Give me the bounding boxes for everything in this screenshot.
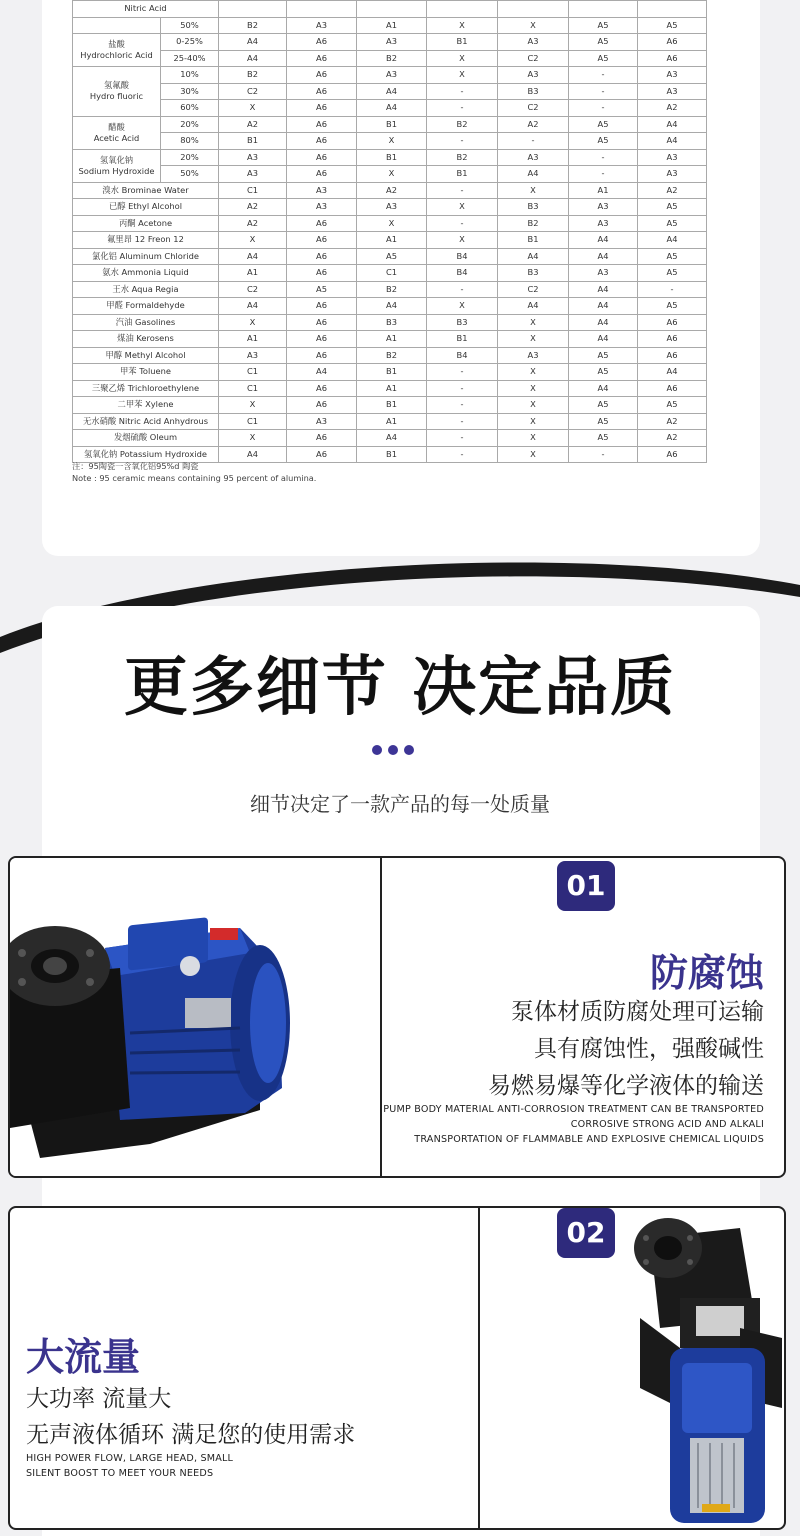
rating-cell: B1: [357, 149, 427, 166]
rating-cell: [638, 1, 707, 18]
table-row: [73, 232, 707, 249]
rating-cell: A4: [638, 232, 707, 249]
rating-cell: X: [219, 232, 287, 249]
rating-cell: X: [357, 166, 427, 183]
section-subline: 细节决定了一款产品的每一处质量: [250, 792, 550, 816]
rating-cell: C2: [219, 83, 287, 100]
rating-cell: A6: [638, 331, 707, 348]
feature1-title: 防腐蚀: [649, 951, 764, 995]
rating-cell: A6: [638, 380, 707, 397]
rating-cell: -: [427, 364, 498, 381]
section-headline: 更多细节 决定品质: [123, 651, 677, 725]
rating-cell: A5: [569, 430, 638, 447]
rating-cell: B4: [427, 265, 498, 282]
rating-cell: A6: [287, 50, 357, 67]
table-row: [73, 50, 707, 67]
chemical-name-cell: 无水硝酸 Nitric Acid Anhydrous: [73, 413, 219, 430]
rating-cell: X: [498, 380, 569, 397]
feature1-badge: 01: [557, 861, 615, 911]
rating-cell: B2: [427, 149, 498, 166]
feature2-en-line: HIGH POWER FLOW, LARGE HEAD, SMALL: [26, 1453, 234, 1464]
rating-cell: B3: [498, 199, 569, 216]
rating-cell: A4: [357, 100, 427, 117]
rating-cell: B3: [498, 83, 569, 100]
rating-cell: B1: [427, 166, 498, 183]
rating-cell: A6: [287, 83, 357, 100]
chemical-name-cell: Nitric Acid: [73, 1, 219, 18]
rating-cell: A6: [287, 34, 357, 51]
rating-cell: -: [569, 100, 638, 117]
rating-cell: [219, 1, 287, 18]
rating-cell: C1: [219, 413, 287, 430]
rating-cell: A4: [638, 364, 707, 381]
rating-cell: A4: [498, 298, 569, 315]
concentration-cell: 50%: [161, 166, 219, 183]
chemical-name-cell: 甲醛 Formaldehyde: [73, 298, 219, 315]
table-note-en: Note : 95 ceramic means containing 95 percent of alumina.: [72, 473, 317, 483]
rating-cell: -: [569, 149, 638, 166]
rating-cell: A5: [569, 347, 638, 364]
rating-cell: A6: [287, 430, 357, 447]
rating-cell: B1: [357, 446, 427, 463]
rating-cell: B4: [427, 248, 498, 265]
rating-cell: C2: [219, 281, 287, 298]
rating-cell: C2: [498, 281, 569, 298]
rating-cell: X: [498, 314, 569, 331]
rating-cell: B1: [357, 364, 427, 381]
rating-cell: A6: [287, 298, 357, 315]
feature2-en-line: SILENT BOOST TO MEET YOUR NEEDS: [26, 1468, 214, 1479]
rating-cell: A6: [287, 265, 357, 282]
rating-cell: A6: [287, 116, 357, 133]
table-row: [73, 133, 707, 150]
chemical-name-cell: 已醇 Ethyl Alcohol: [73, 199, 219, 216]
table-row: [73, 248, 707, 265]
table-row: [73, 265, 707, 282]
rating-cell: A5: [638, 298, 707, 315]
table-row: [73, 100, 707, 117]
rating-cell: A4: [498, 248, 569, 265]
rating-cell: B2: [357, 281, 427, 298]
concentration-cell: 30%: [161, 83, 219, 100]
rating-cell: A5: [287, 281, 357, 298]
rating-cell: A4: [569, 248, 638, 265]
rating-cell: A5: [357, 248, 427, 265]
chemical-name-cell: 二甲苯 Xylene: [73, 397, 219, 414]
table-row: [73, 83, 707, 100]
rating-cell: A4: [357, 83, 427, 100]
rating-cell: A3: [638, 149, 707, 166]
rating-cell: A6: [287, 100, 357, 117]
feature-anti-corrosion: [8, 856, 786, 1178]
rating-cell: A4: [287, 364, 357, 381]
pump-vertical-image: [620, 1208, 786, 1530]
rating-cell: A4: [569, 380, 638, 397]
rating-cell: A5: [569, 17, 638, 34]
chemical-name-cell: 溴水 Brominae Water: [73, 182, 219, 199]
rating-cell: A2: [638, 413, 707, 430]
rating-cell: [498, 1, 569, 18]
rating-cell: A4: [569, 281, 638, 298]
rating-cell: A6: [638, 314, 707, 331]
table-row: [73, 364, 707, 381]
chemical-name-cell: 氢氧化钠 Sodium Hydroxide: [73, 149, 161, 182]
rating-cell: A6: [287, 331, 357, 348]
rating-cell: C1: [357, 265, 427, 282]
rating-cell: A5: [638, 17, 707, 34]
rating-cell: A5: [569, 116, 638, 133]
rating-cell: A2: [638, 430, 707, 447]
chemical-name-cell: 丙酮 Acetone: [73, 215, 219, 232]
rating-cell: B3: [498, 265, 569, 282]
rating-cell: A6: [287, 380, 357, 397]
rating-cell: C2: [498, 50, 569, 67]
concentration-cell: 0-25%: [161, 34, 219, 51]
feature2-title: 大流量: [26, 1335, 141, 1379]
chemical-name-cell: 王水 Aqua Regia: [73, 281, 219, 298]
table-row: [73, 331, 707, 348]
chemical-name-cell: 氯化铝 Aluminum Chloride: [73, 248, 219, 265]
rating-cell: A1: [219, 331, 287, 348]
table-row: [73, 298, 707, 315]
rating-cell: A6: [287, 215, 357, 232]
rating-cell: B1: [357, 116, 427, 133]
rating-cell: A2: [638, 100, 707, 117]
rating-cell: A6: [638, 446, 707, 463]
chemical-name-cell: 发烟硫酸 Oleum: [73, 430, 219, 447]
decorative-dots: [372, 745, 414, 755]
rating-cell: B4: [427, 347, 498, 364]
rating-cell: [287, 1, 357, 18]
table-note: [72, 460, 316, 484]
rating-cell: A1: [357, 413, 427, 430]
table-row: [73, 347, 707, 364]
rating-cell: A1: [357, 331, 427, 348]
rating-cell: -: [569, 67, 638, 84]
rating-cell: A4: [569, 298, 638, 315]
chemical-table-wrap: [72, 0, 706, 463]
rating-cell: A4: [638, 133, 707, 150]
table-row: [73, 149, 707, 166]
concentration-cell: 25-40%: [161, 50, 219, 67]
rating-cell: A3: [638, 166, 707, 183]
rating-cell: A5: [638, 397, 707, 414]
rating-cell: A4: [569, 331, 638, 348]
rating-cell: A3: [569, 215, 638, 232]
rating-cell: A1: [357, 17, 427, 34]
concentration-cell: 80%: [161, 133, 219, 150]
rating-cell: A4: [219, 298, 287, 315]
rating-cell: B1: [427, 331, 498, 348]
rating-cell: A3: [638, 67, 707, 84]
chemical-name-cell: 甲苯 Toluene: [73, 364, 219, 381]
rating-cell: B2: [219, 17, 287, 34]
table-note-cn: 注：95陶瓷一含氧化铝95%d 陶瓷: [72, 461, 199, 471]
rating-cell: A3: [498, 34, 569, 51]
rating-cell: A3: [569, 199, 638, 216]
rating-cell: [357, 1, 427, 18]
chemical-name-cell: 盐酸 Hydrochloric Acid: [73, 34, 161, 67]
rating-cell: A3: [287, 199, 357, 216]
rating-cell: B2: [357, 347, 427, 364]
feature1-en-line: PUMP BODY MATERIAL ANTI-CORROSION TREATMENT CAN BE TRANSPORTED: [383, 1104, 764, 1115]
concentration-cell: 10%: [161, 67, 219, 84]
chemical-name-cell: 氟里昂 12 Freon 12: [73, 232, 219, 249]
table-row: [73, 182, 707, 199]
rating-cell: A3: [638, 83, 707, 100]
rating-cell: X: [219, 397, 287, 414]
rating-cell: A4: [569, 232, 638, 249]
rating-cell: -: [569, 446, 638, 463]
rating-cell: B1: [357, 397, 427, 414]
table-row: [73, 430, 707, 447]
rating-cell: A6: [287, 166, 357, 183]
table-row: [73, 17, 707, 34]
rating-cell: X: [427, 199, 498, 216]
rating-cell: A3: [357, 34, 427, 51]
chemical-name-cell: 醋酸 Acetic Acid: [73, 116, 161, 149]
table-row: [73, 67, 707, 84]
rating-cell: A5: [569, 413, 638, 430]
rating-cell: A6: [287, 314, 357, 331]
rating-cell: A2: [357, 182, 427, 199]
rating-cell: A3: [219, 149, 287, 166]
chemical-name-cell: 氢氟酸 Hydro fluoric: [73, 67, 161, 117]
rating-cell: A5: [569, 34, 638, 51]
rating-cell: -: [427, 446, 498, 463]
rating-cell: A3: [498, 149, 569, 166]
table-row: [73, 380, 707, 397]
rating-cell: -: [427, 182, 498, 199]
rating-cell: A6: [638, 34, 707, 51]
rating-cell: X: [357, 215, 427, 232]
rating-cell: A6: [638, 50, 707, 67]
rating-cell: A4: [219, 34, 287, 51]
chemical-name-cell: 氢氧化钠 Potassium Hydroxide: [73, 446, 219, 463]
rating-cell: A4: [219, 446, 287, 463]
table-row: [73, 116, 707, 133]
rating-cell: A6: [287, 347, 357, 364]
rating-cell: A6: [287, 446, 357, 463]
rating-cell: X: [427, 298, 498, 315]
rating-cell: X: [427, 67, 498, 84]
rating-cell: B2: [219, 67, 287, 84]
rating-cell: A3: [287, 17, 357, 34]
rating-cell: A2: [219, 116, 287, 133]
rating-cell: -: [427, 215, 498, 232]
table-row: [73, 215, 707, 232]
rating-cell: A2: [219, 199, 287, 216]
rating-cell: A4: [569, 314, 638, 331]
rating-cell: A6: [287, 149, 357, 166]
rating-cell: X: [498, 397, 569, 414]
rating-cell: B3: [427, 314, 498, 331]
feature1-en-line: TRANSPORTATION OF FLAMMABLE AND EXPLOSIVE CHEMICAL LIQUIDS: [414, 1134, 764, 1145]
chemical-name-cell: [73, 17, 161, 34]
rating-cell: X: [219, 314, 287, 331]
rating-cell: A1: [357, 380, 427, 397]
concentration-cell: 60%: [161, 100, 219, 117]
rating-cell: A5: [569, 133, 638, 150]
concentration-cell: 20%: [161, 116, 219, 133]
rating-cell: A6: [638, 347, 707, 364]
rating-cell: B2: [498, 215, 569, 232]
rating-cell: A2: [219, 215, 287, 232]
rating-cell: X: [498, 413, 569, 430]
rating-cell: C1: [219, 364, 287, 381]
table-row: [73, 34, 707, 51]
table-row: [73, 166, 707, 183]
table-row: [73, 314, 707, 331]
rating-cell: X: [219, 100, 287, 117]
chemical-name-cell: 汽油 Gasolines: [73, 314, 219, 331]
feature1-cn-line: 易燃易爆等化学液体的输送: [488, 1073, 764, 1099]
rating-cell: -: [569, 166, 638, 183]
rating-cell: X: [498, 331, 569, 348]
rating-cell: A6: [287, 248, 357, 265]
rating-cell: A5: [638, 199, 707, 216]
rating-cell: A4: [357, 430, 427, 447]
rating-cell: A5: [569, 397, 638, 414]
rating-cell: A6: [287, 232, 357, 249]
rating-cell: A3: [357, 199, 427, 216]
table-row: [73, 397, 707, 414]
rating-cell: A3: [219, 347, 287, 364]
rating-cell: A3: [219, 166, 287, 183]
rating-cell: B3: [357, 314, 427, 331]
rating-cell: A1: [357, 232, 427, 249]
rating-cell: X: [498, 364, 569, 381]
feature1-cn-line: 泵体材质防腐处理可运输: [511, 999, 764, 1025]
chemical-name-cell: 氨水 Ammonia Liquid: [73, 265, 219, 282]
rating-cell: B1: [427, 34, 498, 51]
feature2-cn-line: 大功率 流量大: [26, 1386, 172, 1412]
feature-large-flow: [8, 1206, 786, 1530]
rating-cell: X: [498, 17, 569, 34]
rating-cell: -: [427, 281, 498, 298]
rating-cell: A4: [357, 298, 427, 315]
rating-cell: A4: [219, 50, 287, 67]
feature2-divider: [478, 1208, 480, 1528]
concentration-cell: 20%: [161, 149, 219, 166]
feature2-cn-line: 无声液体循环 满足您的使用需求: [26, 1422, 356, 1448]
rating-cell: B1: [219, 133, 287, 150]
rating-cell: A1: [569, 182, 638, 199]
rating-cell: -: [427, 430, 498, 447]
rating-cell: X: [427, 50, 498, 67]
rating-cell: A5: [638, 248, 707, 265]
feature1-cn-line: 具有腐蚀性，强酸碱性: [534, 1036, 764, 1062]
rating-cell: -: [498, 133, 569, 150]
rating-cell: -: [427, 100, 498, 117]
rating-cell: A2: [498, 116, 569, 133]
rating-cell: A3: [498, 67, 569, 84]
rating-cell: A3: [357, 67, 427, 84]
rating-cell: A4: [498, 166, 569, 183]
rating-cell: -: [638, 281, 707, 298]
rating-cell: A3: [498, 347, 569, 364]
rating-cell: A5: [638, 215, 707, 232]
chemical-name-cell: 甲醇 Methyl Alcohol: [73, 347, 219, 364]
rating-cell: -: [569, 83, 638, 100]
rating-cell: X: [219, 430, 287, 447]
rating-cell: -: [427, 413, 498, 430]
rating-cell: A4: [219, 248, 287, 265]
table-row: [73, 1, 707, 18]
feature2-badge: 02: [557, 1208, 615, 1258]
rating-cell: -: [427, 380, 498, 397]
rating-cell: A4: [638, 116, 707, 133]
feature1-divider: [380, 858, 382, 1176]
rating-cell: [427, 1, 498, 18]
table-row: [73, 281, 707, 298]
rating-cell: A6: [287, 397, 357, 414]
rating-cell: C2: [498, 100, 569, 117]
chemical-name-cell: 煤油 Kerosens: [73, 331, 219, 348]
rating-cell: -: [427, 397, 498, 414]
rating-cell: B1: [498, 232, 569, 249]
rating-cell: B2: [427, 116, 498, 133]
chemical-compatibility-table: [72, 0, 707, 463]
concentration-cell: 50%: [161, 17, 219, 34]
rating-cell: B2: [357, 50, 427, 67]
rating-cell: A5: [569, 364, 638, 381]
pump-horizontal-image: [10, 858, 382, 1176]
rating-cell: C1: [219, 380, 287, 397]
rating-cell: X: [498, 446, 569, 463]
rating-cell: A6: [287, 67, 357, 84]
rating-cell: X: [427, 17, 498, 34]
rating-cell: A1: [219, 265, 287, 282]
rating-cell: -: [427, 83, 498, 100]
rating-cell: -: [427, 133, 498, 150]
rating-cell: [569, 1, 638, 18]
table-row: [73, 413, 707, 430]
rating-cell: A3: [287, 182, 357, 199]
rating-cell: X: [427, 232, 498, 249]
chemical-name-cell: 三聚乙烯 Trichloroethylene: [73, 380, 219, 397]
rating-cell: C1: [219, 182, 287, 199]
rating-cell: A5: [569, 50, 638, 67]
rating-cell: X: [357, 133, 427, 150]
rating-cell: X: [498, 182, 569, 199]
rating-cell: A3: [569, 265, 638, 282]
rating-cell: A5: [638, 265, 707, 282]
table-row: [73, 199, 707, 216]
rating-cell: A2: [638, 182, 707, 199]
rating-cell: X: [498, 430, 569, 447]
rating-cell: A6: [287, 133, 357, 150]
feature1-en-line: CORROSIVE STRONG ACID AND ALKALI: [570, 1119, 764, 1130]
rating-cell: A3: [287, 413, 357, 430]
